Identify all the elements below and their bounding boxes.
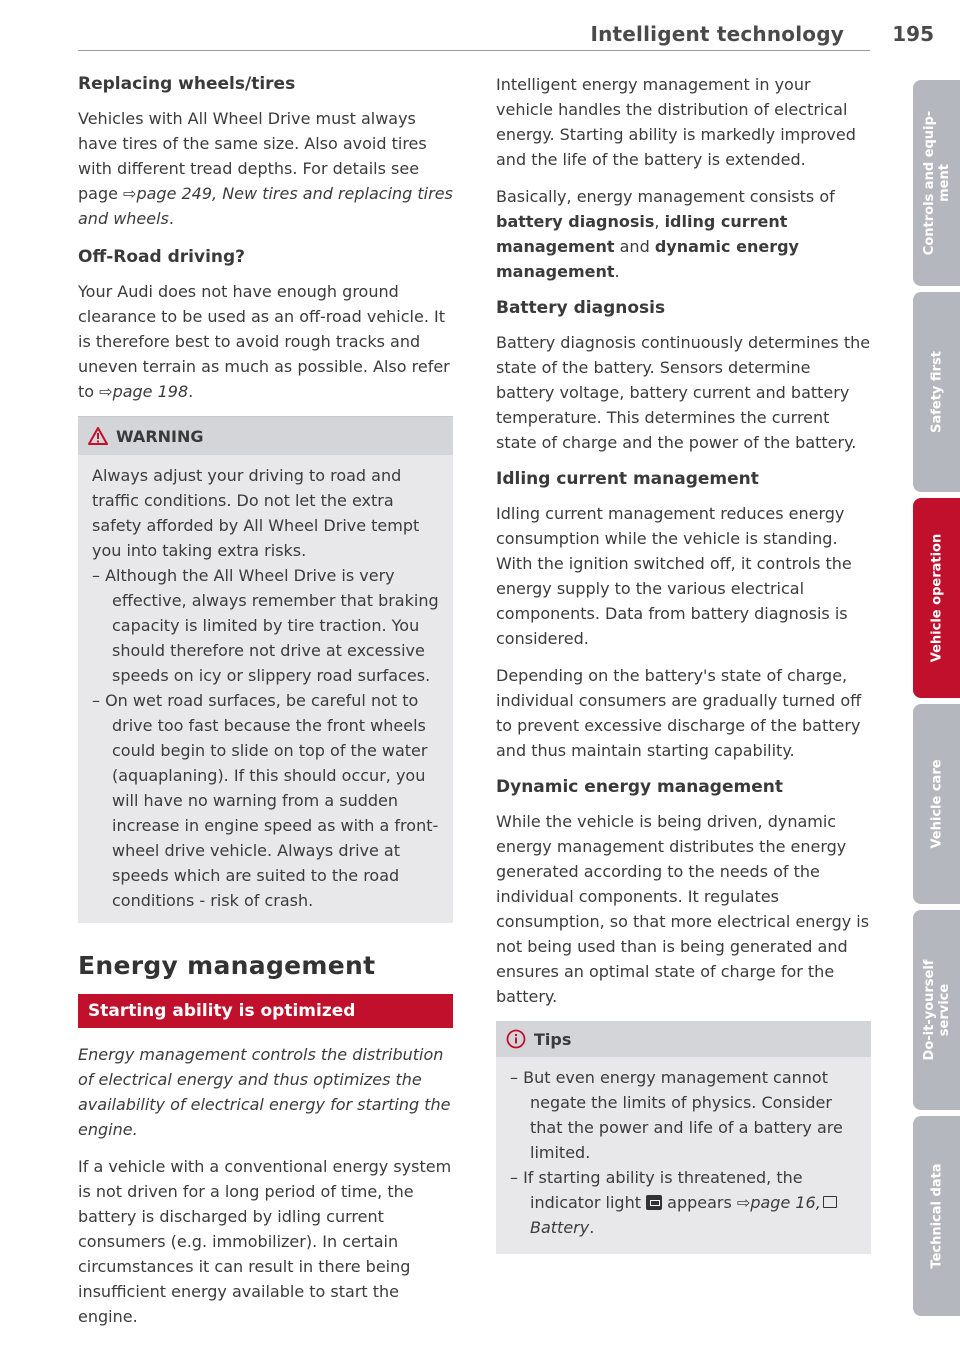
- tips-item2-battery: Battery: [530, 1218, 590, 1237]
- warning-triangle-icon: [88, 427, 108, 445]
- tips-list: [510, 1065, 857, 1240]
- offroad-heading: Off-Road driving?: [78, 247, 246, 267]
- warning-box: [78, 416, 453, 923]
- depending-text: Depending on the battery's state of charge, individual consumers are gradually turned off to prevent excessive discharge of the battery and thus maintain starting capability.: [496, 666, 862, 760]
- energy-paragraph: If a vehicle with a conventional energy system is not driven for a long period of time, the battery is discharged by idling current consumers (e.g. immobilizer). In certain circumstances it can result in there being insufficient energy available to start the engine.: [78, 1157, 452, 1326]
- side-tab-vehicle-care[interactable]: [913, 704, 960, 904]
- energy-heading: Energy management: [78, 951, 376, 980]
- side-tab-label: Technical data: [929, 1163, 944, 1269]
- side-tab-diy-service[interactable]: [913, 910, 960, 1110]
- warning-list: [92, 563, 439, 913]
- consists-and: and: [614, 237, 655, 256]
- side-tab-label: Vehicle care: [929, 759, 944, 849]
- tips-box: [496, 1021, 871, 1254]
- wheels-heading: Replacing wheels/tires: [78, 74, 296, 94]
- offroad-text: [78, 279, 453, 404]
- offroad-xref-link[interactable]: ⇨page 198: [99, 382, 189, 401]
- tips-item2-end: .: [589, 1218, 595, 1237]
- consists-end: .: [614, 262, 620, 281]
- wheels-xref-link[interactable]: ⇨page 249, New tires and replacing tires and wheels: [78, 184, 453, 228]
- warning-item: – On wet road surfaces, be careful not to drive too fast because the front wheels could begin to slide on top of the water (aquaplaning). If this should occur, you will have no warning from a sudden increase in engine speed as with a front-wheel drive vehicle. Always drive at speeds which are suited to the road conditions - risk of crash.: [92, 691, 439, 910]
- tips-item: [510, 1165, 857, 1240]
- battery-text: Battery diagnosis continuously determines the state of the battery. Sensors determine battery voltage, battery current and battery temperature. This determines the current state of charge and the power of the battery.: [496, 333, 871, 452]
- side-tab-vehicle-operation[interactable]: [913, 498, 960, 698]
- tips-header: [496, 1021, 871, 1057]
- header-rule: [78, 50, 870, 51]
- left-column: [78, 72, 453, 1341]
- section-bar: Starting ability is optimized: [78, 994, 453, 1028]
- battery-indicator-icon: [646, 1195, 662, 1210]
- battery-heading: Battery diagnosis: [496, 298, 666, 318]
- page-number: 195: [892, 22, 934, 46]
- side-tab-safety[interactable]: [913, 292, 960, 492]
- term-battery-diagnosis: battery diagnosis: [496, 212, 655, 231]
- side-tab-controls[interactable]: [913, 80, 960, 286]
- dynamic-text: While the vehicle is being driven, dynamic energy management distributes the energy generated according to the needs of the individual components. It regulates consumption, so that more electrical energy is not being used than is being generated and ensures an optimal state of charge for the battery.: [496, 812, 870, 1006]
- dynamic-heading: Dynamic energy management: [496, 777, 783, 797]
- offroad-text-body: Your Audi does not have enough ground clearance to be used as an off-road vehicle. It is therefore best to avoid rough tracks and uneven terrain as much as possible. Also refer to: [78, 282, 450, 401]
- battery-outline-icon: [823, 1196, 837, 1208]
- side-tab-technical-data[interactable]: [913, 1116, 960, 1316]
- info-icon: [506, 1029, 526, 1049]
- tips-item: – But even energy management cannot negate the limits of physics. Consider that the power and life of a battery are limited.: [510, 1068, 843, 1162]
- idling-heading: Idling current management: [496, 469, 759, 489]
- offroad-text-end: .: [188, 382, 194, 401]
- term-idling-current: idling current management: [496, 212, 788, 256]
- wheels-text-end: .: [168, 209, 174, 228]
- side-tab-label: Vehicle operation: [929, 533, 944, 663]
- consists-paragraph: [496, 184, 871, 284]
- tips-item2-appears: appears: [662, 1193, 737, 1212]
- intelligent-paragraph: Intelligent energy management in your vehicle handles the distribution of electrical energy. Starting ability is markedly improved and the life of the battery is extended.: [496, 75, 856, 169]
- warning-title: WARNING: [116, 426, 204, 446]
- side-tab-label: Controls and equip- ment: [921, 110, 952, 256]
- side-tab-label: Do-it-yourself service: [921, 959, 952, 1061]
- wheels-text: [78, 106, 453, 231]
- right-column: [496, 72, 871, 1254]
- term-dynamic-energy: dynamic energy management: [496, 237, 799, 281]
- intro-text: Energy management controls the distribution of electrical energy and thus optimizes the availability of electrical energy for starting the engine.: [78, 1045, 451, 1139]
- running-title: Intelligent technology: [590, 22, 844, 46]
- tips-item2-text: – If starting ability is threatened, the indicator light: [510, 1168, 803, 1212]
- consists-sep: ,: [654, 212, 665, 231]
- warning-header: [78, 416, 453, 455]
- warning-intro: Always adjust your driving to road and traffic conditions. Do not let the extra safety afforded by All Wheel Drive tempt you into taking extra risks.: [92, 466, 420, 560]
- side-tab-label: Safety first: [929, 351, 944, 433]
- wheels-text-body: Vehicles with All Wheel Drive must always have tires of the same size. Also avoid tires with different tread depths. For details see page: [78, 109, 427, 203]
- tips-title: Tips: [534, 1029, 572, 1049]
- idling-text: Idling current management reduces energy consumption while the vehicle is standing. With the ignition switched off, it controls the energy supply to the various electrical components. Data from battery diagnosis is considered.: [496, 504, 852, 648]
- tips-xref-link[interactable]: ⇨page 16,: [736, 1193, 821, 1212]
- warning-item: – Although the All Wheel Drive is very effective, always remember that braking capacity is limited by tire traction. You should therefore not drive at excessive speeds on icy or slippery road surfaces.: [92, 566, 439, 685]
- consists-text: Basically, energy management consists of: [496, 187, 835, 206]
